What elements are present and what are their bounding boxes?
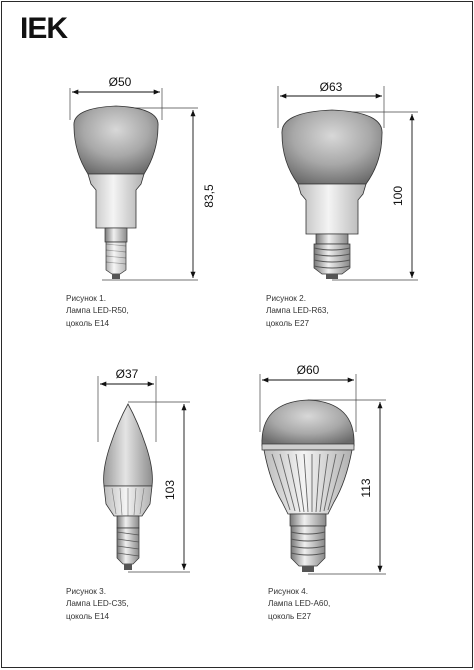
- lamp-drawings: [2, 2, 473, 668]
- caption-base: цоколь E14: [66, 611, 110, 621]
- caption-base: цоколь E14: [66, 318, 110, 328]
- c35-diameter-label: Ø37: [115, 367, 139, 381]
- caption-base: цоколь E27: [266, 318, 310, 328]
- caption-base: цоколь E27: [268, 611, 312, 621]
- r50-height-label: 83,5: [202, 184, 216, 208]
- a60-diameter-label: Ø60: [296, 363, 320, 377]
- caption-title: Рисунок 3.: [66, 587, 106, 596]
- caption-figure-1: [66, 293, 129, 330]
- caption-model: Лампа LED-C35,: [66, 599, 129, 609]
- lamp-r50-drawing: [70, 88, 198, 280]
- a60-height-label: 113: [359, 478, 373, 498]
- caption-figure-4: [268, 586, 330, 623]
- datasheet-page: [1, 1, 473, 668]
- caption-title: Рисунок 4.: [268, 587, 308, 596]
- caption-title: Рисунок 2.: [266, 294, 306, 303]
- lamp-a60-drawing: [260, 374, 386, 574]
- r50-diameter-label: Ø50: [108, 75, 132, 89]
- caption-title: Рисунок 1.: [66, 294, 106, 303]
- iek-logo: IEK: [20, 12, 68, 45]
- caption-figure-3: [66, 586, 129, 623]
- r63-diameter-label: Ø63: [319, 80, 343, 94]
- lamp-c35-drawing: [98, 376, 190, 572]
- caption-figure-2: [266, 293, 329, 330]
- lamp-r63-drawing: [278, 86, 418, 280]
- r63-height-label: 100: [391, 185, 405, 207]
- caption-model: Лампа LED-R50,: [66, 306, 129, 316]
- c35-height-label: 103: [163, 479, 177, 501]
- caption-model: Лампа LED-A60,: [268, 599, 331, 609]
- caption-model: Лампа LED-R63,: [266, 306, 329, 316]
